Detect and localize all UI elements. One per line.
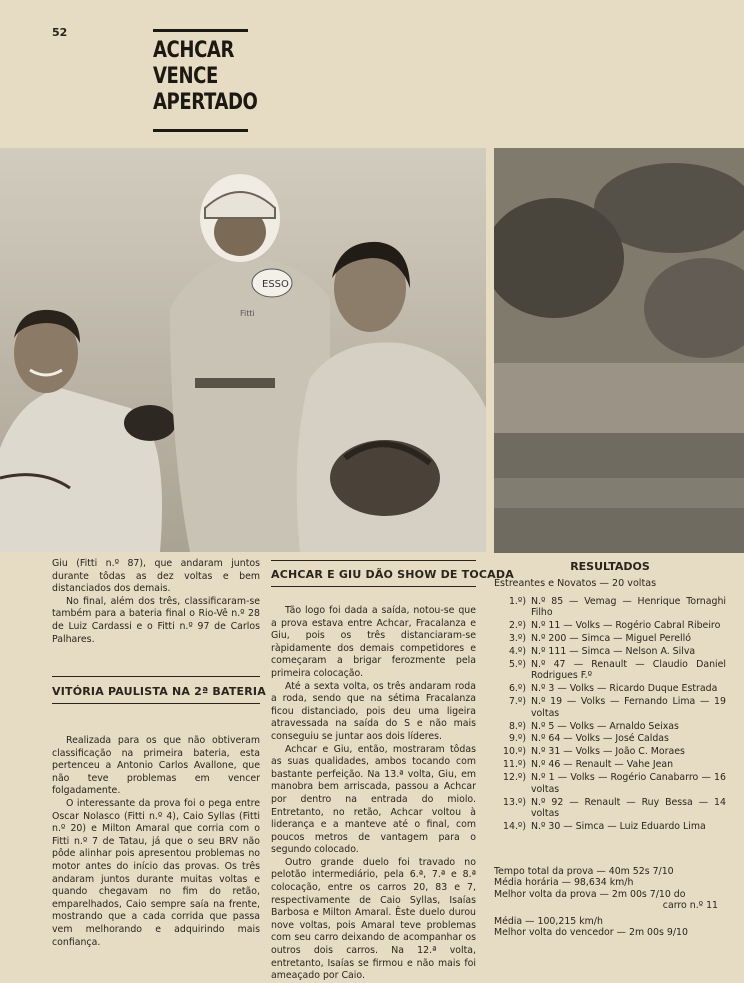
middle-paragraph-1: Tão logo foi dada a saída, notou-se que a prova estava entre Achcar, Fracalanza e Giu, pois os três distanciaram-se ràpidamente dos demais competidores e começaram a brigar ferozmente pela primeira colocação. xyxy=(271,605,476,679)
left-column-section xyxy=(52,735,260,949)
result-text: N.º 92 — Renault — Ruy Bessa — 14 voltas xyxy=(531,796,726,819)
result-row xyxy=(494,759,726,770)
result-text: N.º 64 — Volks — José Caldas xyxy=(531,733,669,745)
middle-paragraph-4: Outro grande duelo foi travado no pelotão intermediário, pela 6.ª, 7.ª e 8.ª colocação, entre os carros 20, 83 e 7, respectivamente de Caio Syllas, Isaías Barbosa e Milton Amaral. Êste duelo durou nove voltas, pois Amaral teve problemas com seu carro deixando de acompanhar os outros dois carros. Na 12.ª volta, entretanto, Isaías se firmou e não mais foi ameaçado por Caio. xyxy=(271,856,476,982)
middle-paragraph-3: Achcar e Giu, então, mostraram tôdas as suas qualidades, ambos tocando com bastante perfeição. Na 13.ª volta, Giu, em manobra bem arriscada, passou a Achcar por dentro na entrada do miolo. Entretanto, no retão, Achcar voltou à liderança e a manteve até o final, com poucos metros de vantagem para o segundo colocado. xyxy=(271,743,476,856)
result-text: N.º 19 — Volks — Fernando Lima — 19 voltas xyxy=(531,696,726,719)
title-bottom-rule xyxy=(153,129,248,132)
result-text: N.º 200 — Simca — Miguel Perelló xyxy=(531,633,691,645)
stat-best-lap: Melhor volta da prova — 2m 00s 7/10 do xyxy=(494,888,686,900)
result-position: 13.º) xyxy=(503,796,526,808)
middle-heading-rule-bottom xyxy=(271,586,476,587)
stat-avg-speed: Média horária — 98,634 km/h xyxy=(494,877,634,889)
result-text: N.º 11 — Volks — Rogério Cabral Ribeiro xyxy=(531,620,721,632)
result-text: N.º 111 — Simca — Nelson A. Silva xyxy=(531,646,696,658)
result-row xyxy=(494,683,726,694)
result-text: N.º 85 — Vemag — Henrique Tornaghi Filho xyxy=(531,596,726,619)
result-row xyxy=(494,797,726,820)
results-stats xyxy=(494,866,734,938)
stat-winner-best-lap: Melhor volta do vencedor — 2m 00s 9/10 xyxy=(494,927,688,939)
intro-paragraph-2: No final, além dos três, classificaram-se também para a bateria final o Rio-Vê n.º 28 de Luiz Cardassi e o Fitti n.º 97 de Carlos Palhares. xyxy=(52,595,260,645)
result-position: 10.º) xyxy=(503,746,526,758)
result-text: N.º 1 — Volks — Rogério Canabarro — 16 voltas xyxy=(531,772,726,795)
result-position: 12.º) xyxy=(503,772,526,784)
stat-avg: Média — 100,215 km/h xyxy=(494,915,603,927)
result-position: 5.º) xyxy=(508,659,526,671)
side-photo-illustration xyxy=(494,148,744,553)
middle-heading-rule-top xyxy=(271,560,476,561)
result-text: N.º 3 — Volks — Ricardo Duque Estrada xyxy=(531,683,718,695)
left-column-intro xyxy=(52,558,260,646)
result-position: 8.º) xyxy=(508,720,526,732)
result-row xyxy=(494,646,726,657)
result-row xyxy=(494,633,726,644)
stat-best-lap-car: carro n.º 11 xyxy=(662,900,718,912)
result-position: 14.º) xyxy=(503,820,526,832)
middle-heading: ACHCAR E GIU DÃO SHOW DE TOCADA xyxy=(271,568,514,581)
page-number: 52 xyxy=(52,26,68,39)
middle-paragraph-2: Até a sexta volta, os três andaram roda a roda, sendo que na sétima Fracalanza ficou distanciado, pois deu uma ligeira atravessada na saída do S e não mais conseguiu se juntar aos dois líderes. xyxy=(271,680,476,742)
main-photo-illustration xyxy=(0,148,486,552)
esso-badge: ESSO xyxy=(262,279,289,290)
result-row xyxy=(494,821,726,832)
result-text: N.º 5 — Volks — Arnaldo Seixas xyxy=(531,720,679,732)
result-position: 11.º) xyxy=(503,759,526,771)
result-position: 3.º) xyxy=(508,633,526,645)
result-row xyxy=(494,696,726,719)
result-text: N.º 31 — Volks — João C. Moraes xyxy=(531,746,685,758)
title-line-3: APERTADO xyxy=(153,90,258,115)
result-row xyxy=(494,733,726,744)
result-position: 7.º) xyxy=(508,696,526,708)
section-heading: VITÓRIA PAULISTA NA 2ª BATERIA xyxy=(52,685,266,698)
result-row xyxy=(494,659,726,682)
section-rule-bottom xyxy=(52,703,260,704)
side-photo xyxy=(494,148,744,553)
result-row xyxy=(494,772,726,795)
title-line-2: VENCE xyxy=(153,64,218,89)
suit-text: Fitti xyxy=(240,309,255,318)
results-table xyxy=(494,596,726,834)
intro-paragraph-1: Giu (Fitti n.º 87), que andaram juntos durante tôdas as dez voltas e bem distanciados dos demais. xyxy=(52,558,260,595)
result-position: 2.º) xyxy=(508,620,526,632)
title-top-rule xyxy=(153,29,248,32)
result-position: 1.º) xyxy=(508,596,526,607)
section-paragraph-2: O interessante da prova foi o pega entre Oscar Nolasco (Fitti n.º 4), Caio Syllas (Fitti n.º 20) e Milton Amaral que corria com o Fitti n.º 7 de Tatau, já que o seu BRV não pôde alinhar pois apresentou problemas no motor antes do início das provas. Os três andaram juntos durante muitas voltas e quando chegavam no fim do retão, emparelhados, Caio sempre saía na frente, mostrando que a cada corrida que passa vem melhorando e adquirindo mais confiança. xyxy=(52,797,260,948)
results-subheading: Estreantes e Novatos — 20 voltas xyxy=(494,578,657,589)
section-rule-top xyxy=(52,676,260,677)
article-title xyxy=(153,38,258,116)
title-line-1: ACHCAR xyxy=(153,38,234,63)
result-text: N.º 47 — Renault — Claudio Daniel Rodrigues F.º xyxy=(531,659,726,682)
result-row xyxy=(494,721,726,732)
result-row xyxy=(494,596,726,619)
stat-total-time: Tempo total da prova — 40m 52s 7/10 xyxy=(494,866,674,877)
result-row xyxy=(494,620,726,631)
middle-column-body xyxy=(271,605,476,983)
main-photo xyxy=(0,148,486,552)
results-heading: RESULTADOS xyxy=(570,560,650,573)
result-position: 6.º) xyxy=(508,683,526,695)
result-text: N.º 46 — Renault — Vahe Jean xyxy=(531,759,674,771)
result-position: 9.º) xyxy=(508,733,526,745)
result-text: N.º 30 — Simca — Luiz Eduardo Lima xyxy=(531,820,706,832)
result-row xyxy=(494,746,726,757)
section-paragraph-1: Realizada para os que não obtiveram classificação na primeira bateria, esta pertenceu a Antonio Carlos Avallone, que não teve problemas em vencer folgadamente. xyxy=(52,735,260,797)
result-position: 4.º) xyxy=(508,646,526,658)
